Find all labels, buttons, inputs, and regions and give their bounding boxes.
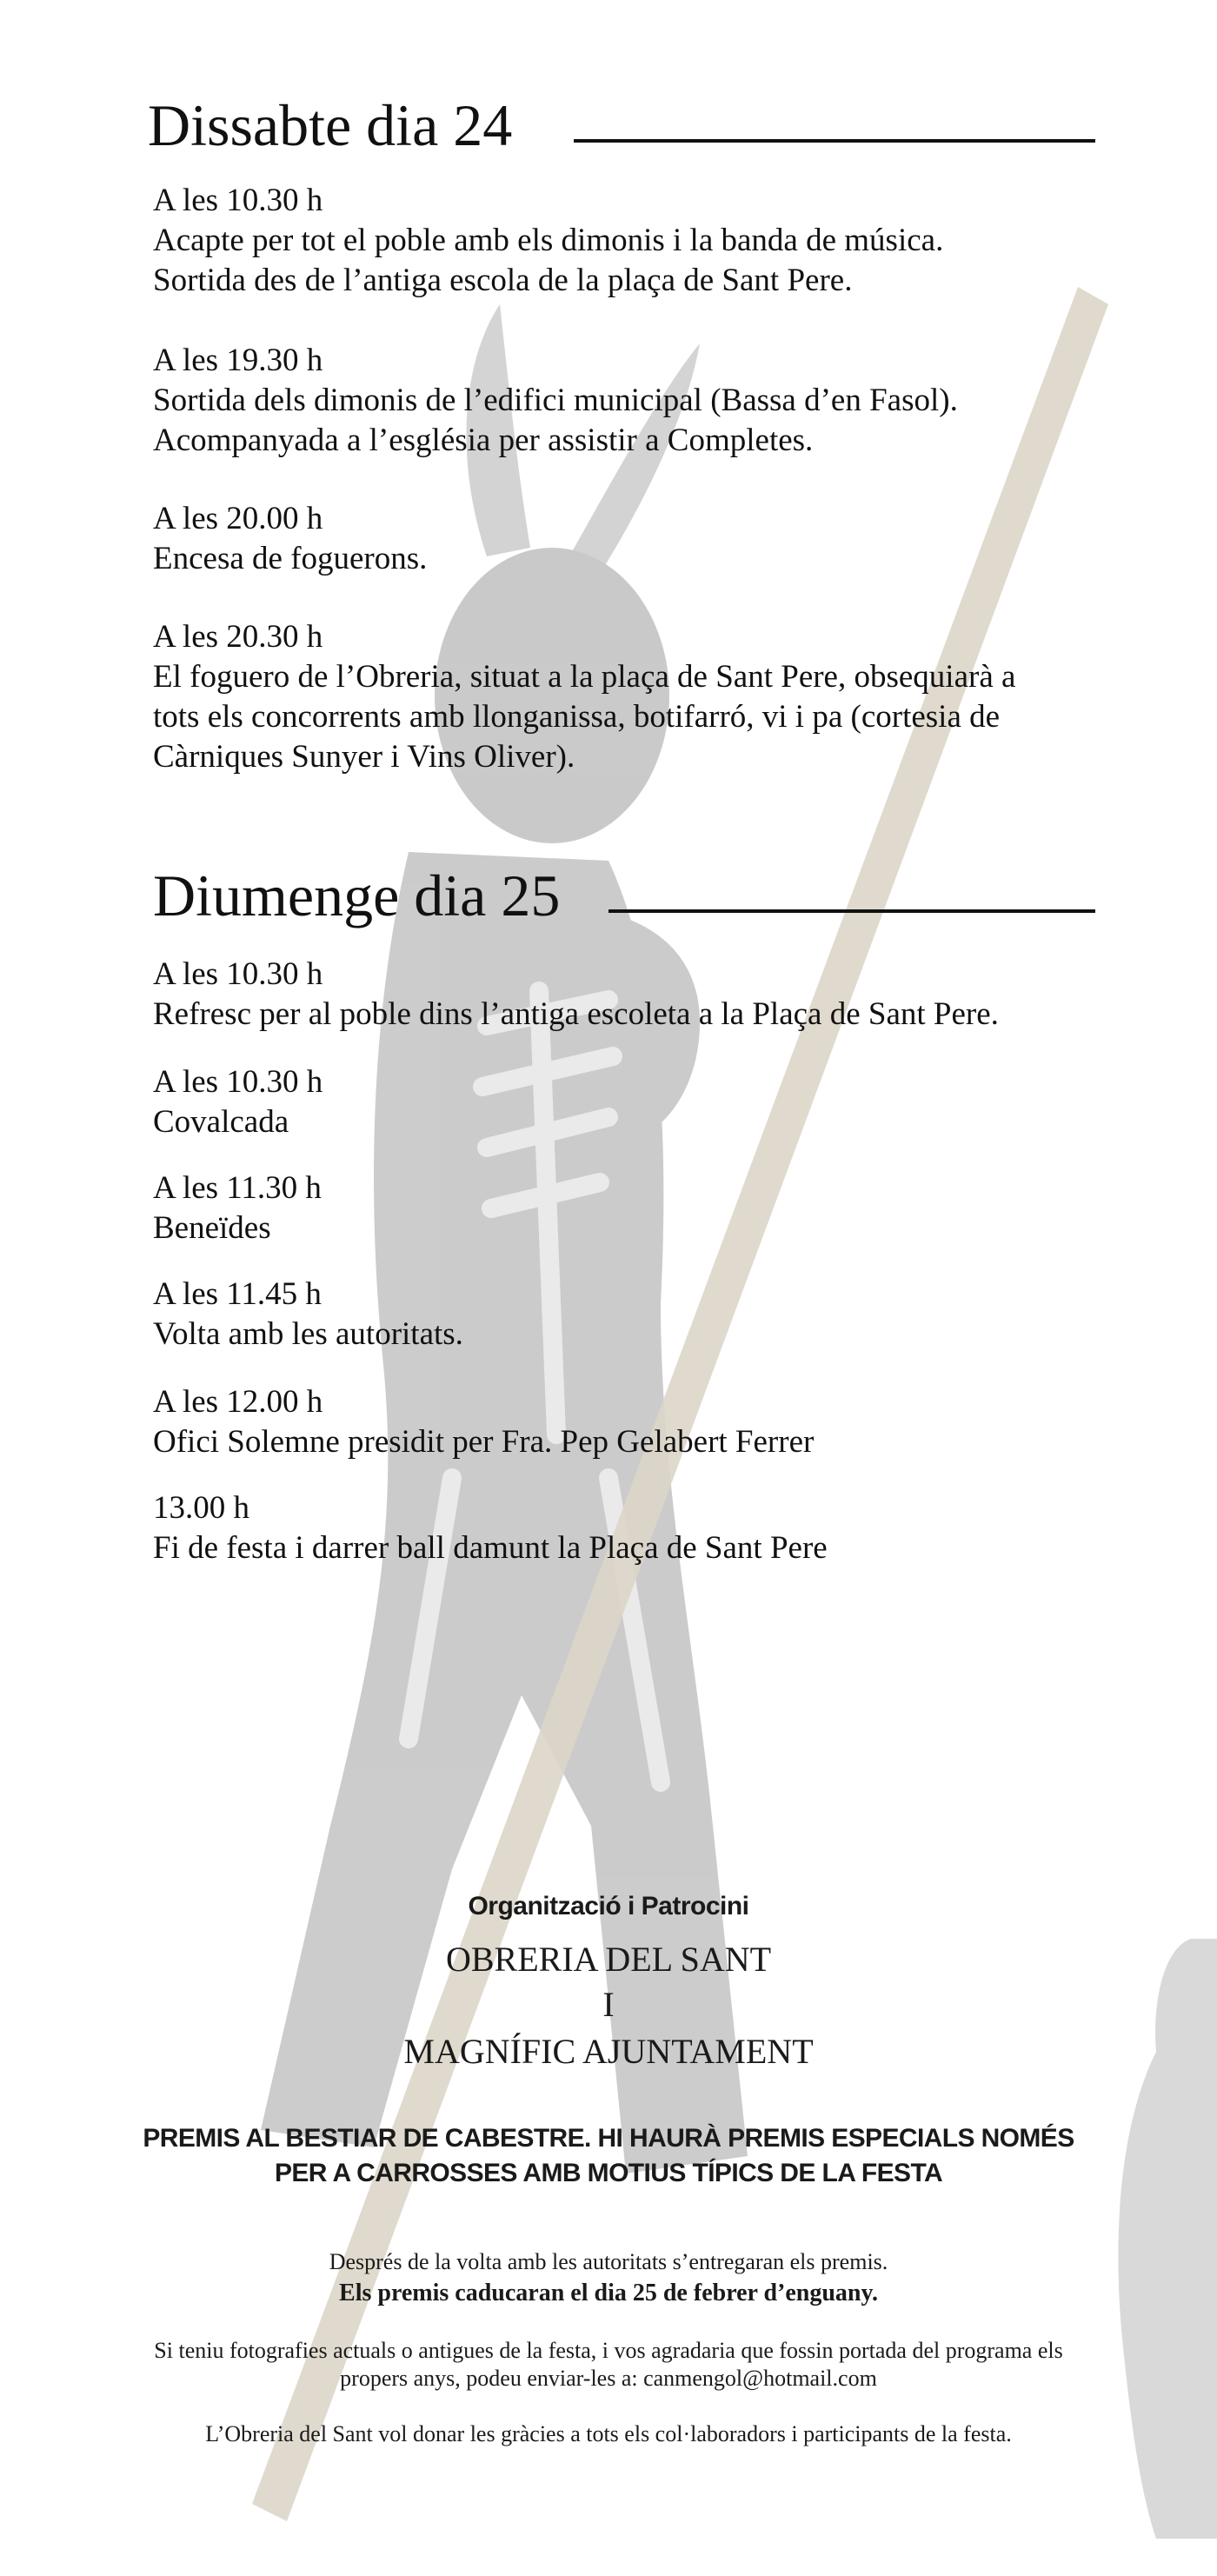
sunday-event [153,1488,1135,1568]
organization-line-2: I [602,1985,615,2024]
sunday-event [153,1275,1135,1355]
event-time: A les 10.30 h [153,183,323,218]
saturday-event [153,499,1135,579]
saturday-event [153,181,1135,301]
event-time: 13.00 h [153,1490,249,1526]
sunday-event [153,1382,1135,1462]
saturday-heading: Dissabte dia 24 [148,92,513,158]
event-description: Covalcada [153,1104,289,1140]
event-description: Fi de festa i darrer ball damunt la Plaça de Sant Pere [153,1530,828,1566]
organization-label: Organització i Patrocini [468,1892,749,1920]
event-description: Refresc per al poble dins l’antiga escoleta a la Plaça de Sant Pere. [153,996,999,1032]
note-photographs: Si teniu fotografies actuals o antigues de la festa, i vos agradaria que fossin portada del programa els propers anys, podeu enviar-les a: canmengol@hotmail.com [154,2338,1063,2391]
sunday-event [153,955,1135,1035]
event-time: A les 12.00 h [153,1384,323,1420]
sunday-heading: Diumenge dia 25 [153,862,561,929]
event-description: Acapte per tot el poble amb els dimonis i la banda de música. Sortida des de l’antiga escola de la plaça de Sant Pere. [153,223,944,298]
event-time: A les 20.30 h [153,619,323,655]
event-description: Encesa de foguerons. [153,541,428,576]
event-description: Beneïdes [153,1210,271,1246]
event-description: Sortida dels dimonis de l’edifici municipal (Bassa d’en Fasol). Acompanyada a l’església per assistir a Completes. [153,383,958,458]
event-time: A les 11.45 h [153,1276,322,1312]
prizes-notice [104,2121,1113,2191]
saturday-event [153,341,1135,461]
event-time: A les 11.30 h [153,1170,322,1206]
saturday-heading-rule [574,139,1095,143]
event-description: Ofici Solemne presidit per Fra. Pep Gelabert Ferrer [153,1424,815,1460]
sunday-event [153,1062,1135,1142]
event-time: A les 10.30 h [153,1064,323,1100]
sunday-heading-rule [608,909,1095,913]
note-volta: Després de la volta amb les autoritats s’entregaran els premis. [329,2249,888,2274]
organization-line-1: OBRERIA DEL SANT [445,1940,772,1979]
prizes-notice-line-2: PER A CARROSSES AMB MOTIUS TÍPICS DE LA FESTA [274,2159,943,2187]
saturday-event [153,617,1135,777]
note-acknowledgement: L’Obreria del Sant vol donar les gràcies a tots els col·laboradors i participants de la festa. [205,2421,1012,2446]
event-time: A les 10.30 h [153,956,323,992]
event-description: Volta amb les autoritats. [153,1316,463,1352]
event-description: El foguero de l’Obreria, situat a la plaça de Sant Pere, obsequiarà a tots els concorrents amb llonganissa, botifarró, vi i pa (cortesia de Càrniques Sunyer i Vins Oliver). [153,659,1016,775]
organization-line-3: MAGNÍFIC AJUNTAMENT [403,2032,814,2071]
prizes-notice-line-1: PREMIS AL BESTIAR DE CABESTRE. HI HAURÀ PREMIS ESPECIALS NOMÉS [143,2124,1074,2153]
event-time: A les 19.30 h [153,343,323,378]
event-time: A les 20.00 h [153,501,323,536]
sunday-event [153,1168,1135,1248]
note-prize-expiry: Els premis caducaran el dia 25 de febrer d’enguany. [339,2280,878,2306]
